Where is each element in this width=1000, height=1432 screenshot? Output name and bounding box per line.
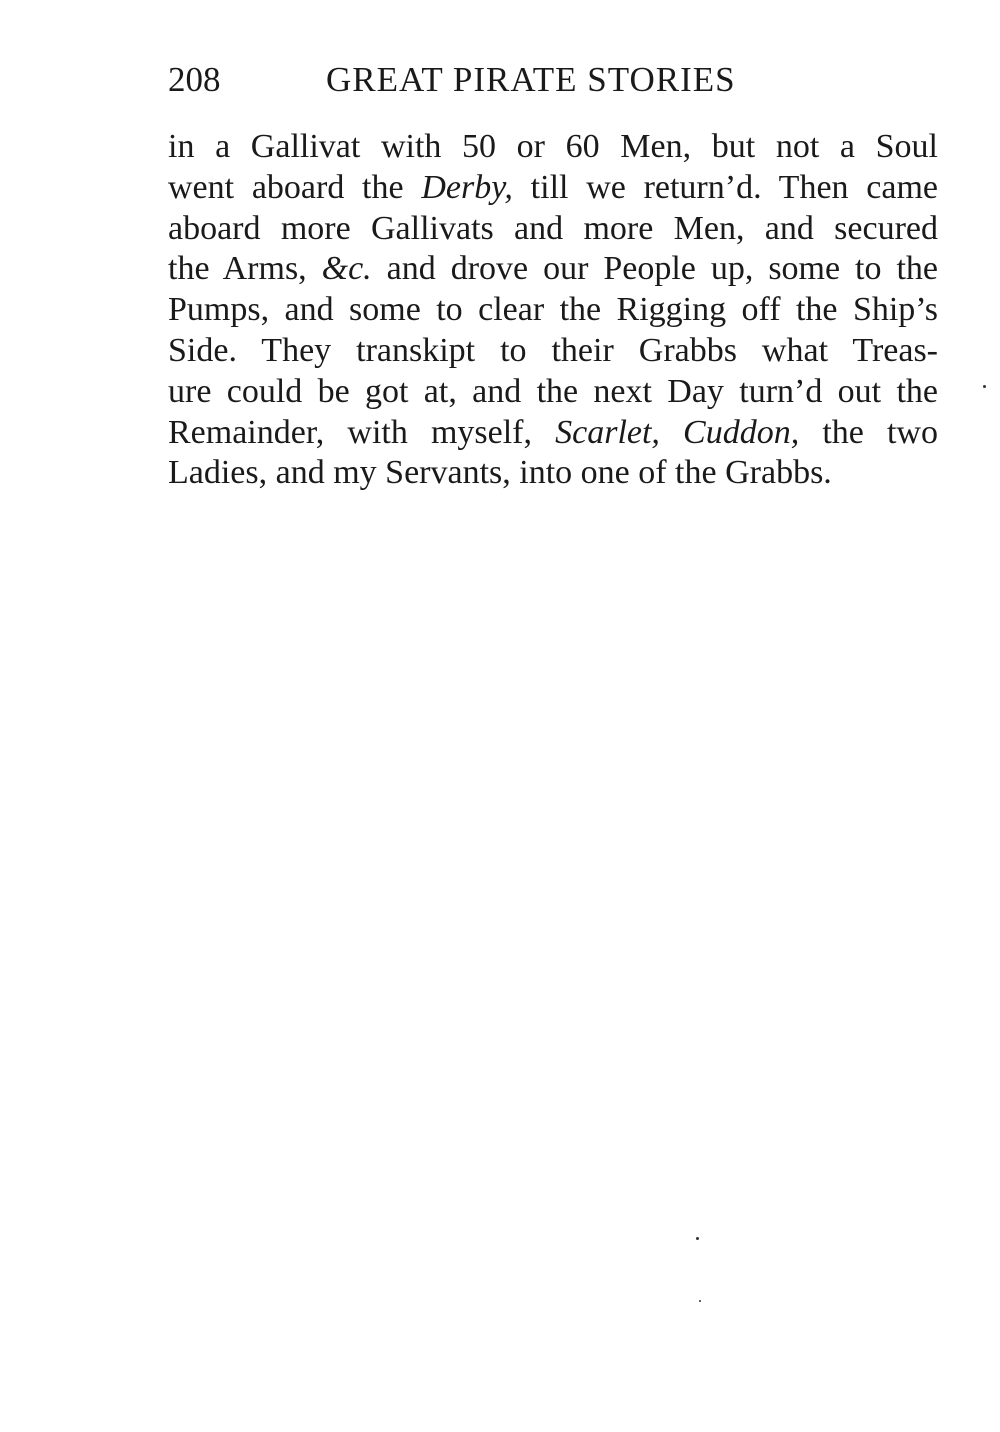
text-run: Side. They transkipt to their Grabbs what Treas- [168,331,938,369]
text-run: the two [799,413,938,451]
text-run: ure could be got at, and the next Day turn’d out the [168,372,938,410]
text-line [168,453,938,494]
running-title: GREAT PIRATE STORIES [326,60,736,99]
text-run: Remainder, with myself, [168,413,556,451]
text-run: went aboard the [168,168,422,206]
scan-speck [983,385,986,388]
text-run: till we return’d. Then came [512,168,938,206]
text-run: the Arms, [168,250,322,288]
text-line [168,209,938,250]
scan-speck [696,1237,699,1240]
body-text [168,127,938,494]
text-run: aboard more Gallivats and more Men, and secured [168,209,938,247]
text-run [660,414,683,451]
person-name-italic: Cuddon, [683,413,800,451]
text-run: and drove our People up, some to the [371,250,938,288]
scan-speck [699,1300,701,1302]
text-line [168,249,938,290]
text-line [168,127,938,168]
running-header [168,58,938,102]
text-run: in a Gallivat with 50 or 60 Men, but not a Soul [168,128,938,165]
etcetera-italic: &c. [321,250,372,288]
text-run: Pumps, and some to clear the Rigging off the Ship’s [168,291,938,329]
text-line [168,290,938,331]
text-line [168,331,938,372]
text-line [168,413,938,454]
ship-name-italic: Derby, [421,168,513,206]
text-run: Ladies, and my Servants, into one of the Grabbs. [168,454,832,492]
text-line [168,372,938,413]
text-line [168,168,938,209]
person-name-italic: Scarlet, [555,413,660,451]
page-number: 208 [168,60,221,99]
